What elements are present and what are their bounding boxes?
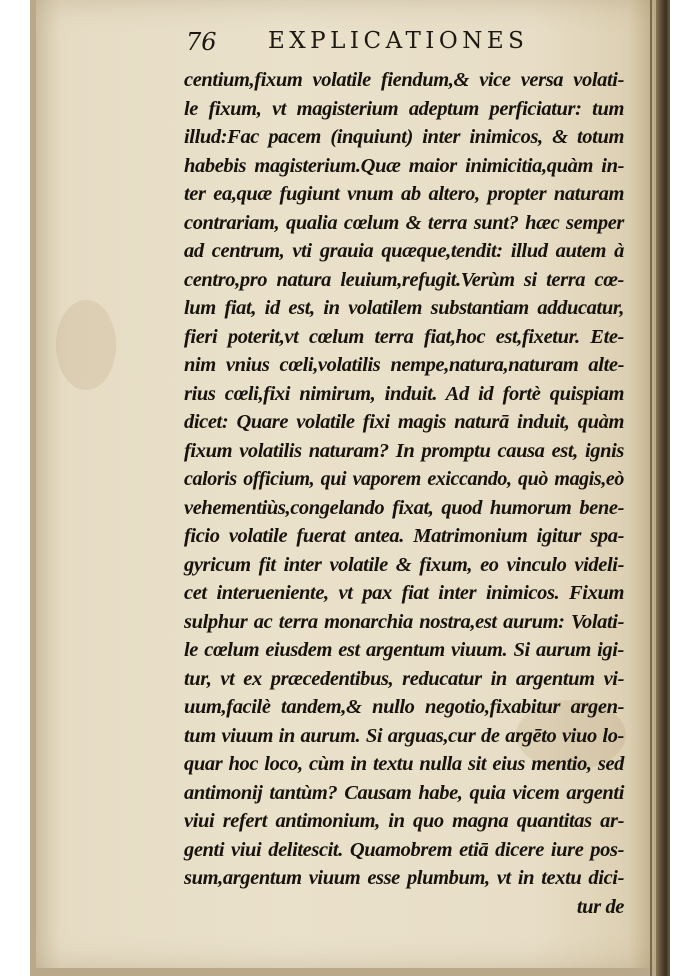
text-line: centium,fixum volatile fiendum,& vice versa volati- xyxy=(184,69,624,91)
text-line: uum,facilè tandem,& nullo negotio,fixabitur argen- xyxy=(184,696,624,718)
catchword-line: tur de xyxy=(576,895,624,918)
page-header xyxy=(186,28,606,58)
page-number: 76 xyxy=(186,28,217,56)
text-line: centro,pro natura leuium,refugit.Verùm si terra cœ- xyxy=(184,268,624,291)
book-spine-edge xyxy=(656,0,670,976)
text-line: le fixum, vt magisterium adeptum perficiatur: tum xyxy=(184,97,624,120)
text-line: fieri poterit,vt cœlum terra fiat,hoc est,fixetur. Ete- xyxy=(184,325,624,348)
text-line: quar hoc loco, cùm in textu nulla sit eius mentio, sed xyxy=(184,753,624,775)
text-line: vehementiùs,congelando fixat, quod humorum bene- xyxy=(184,496,624,519)
text-line: le cœlum eiusdem est argentum viuum. Si aurum igi- xyxy=(184,639,624,661)
text-line: habebis magisterium.Quæ maior inimicitia,quàm in- xyxy=(184,154,624,177)
text-line: lum fiat, id est, in volatilem substantiam adducatur, xyxy=(184,297,624,319)
text-line: ter ea,quæ fugiunt vnum ab altero, propter naturam xyxy=(184,183,624,205)
text-line: caloris officium, qui vaporem exiccando, quò magis,eò xyxy=(184,468,624,490)
text-line: antimonij tantùm? Causam habe, quia vicem argenti xyxy=(184,781,624,804)
text-line: sulphur ac terra monarchia nostra,est aurum: Volati- xyxy=(184,610,624,633)
text-line: sum,argentum viuum esse plumbum, vt in textu dici- xyxy=(184,867,624,889)
text-line: gyricum fit inter volatile & fixum, eo vinculo videli- xyxy=(184,553,624,576)
text-line: viui refert antimonium, in quo magna quantitas ar- xyxy=(184,810,624,832)
text-line: dicet: Quare volatile fixi magis naturā induit, quàm xyxy=(184,411,624,433)
running-title: EXPLICATIONES xyxy=(268,28,529,54)
text-line: fixum volatilis naturam? In promptu causa est, ignis xyxy=(184,439,624,462)
text-line: cet interueniente, vt pax fiat inter inimicos. Fixum xyxy=(184,582,624,604)
text-line: nim vnius cœli,volatilis nempe,natura,naturam alte- xyxy=(184,354,624,376)
text-line: rius cœli,fixi nimirum, induit. Ad id fortè quispiam xyxy=(184,382,624,405)
text-line: illud:Fac pacem (inquiunt) inter inimicos, & totum xyxy=(184,126,624,148)
text-line: ad centrum, vti grauia quæque,tendit: illud autem à xyxy=(184,240,624,262)
text-line: tur, vt ex præcedentibus, reducatur in argentum vi- xyxy=(184,667,624,690)
page-edge-line xyxy=(650,0,652,976)
text-line: contrariam, qualia cœlum & terra sunt? hæc semper xyxy=(184,211,624,234)
text-line: tum viuum in aurum. Si arguas,cur de argēto viuo lo- xyxy=(184,724,624,747)
paper-stain xyxy=(56,300,116,390)
text-line: ficio volatile fuerat antea. Matrimonium igitur spa- xyxy=(184,525,624,547)
text-line: genti viui delitescit. Quamobrem etiā dicere iure pos- xyxy=(184,838,624,861)
body-text xyxy=(184,66,624,921)
